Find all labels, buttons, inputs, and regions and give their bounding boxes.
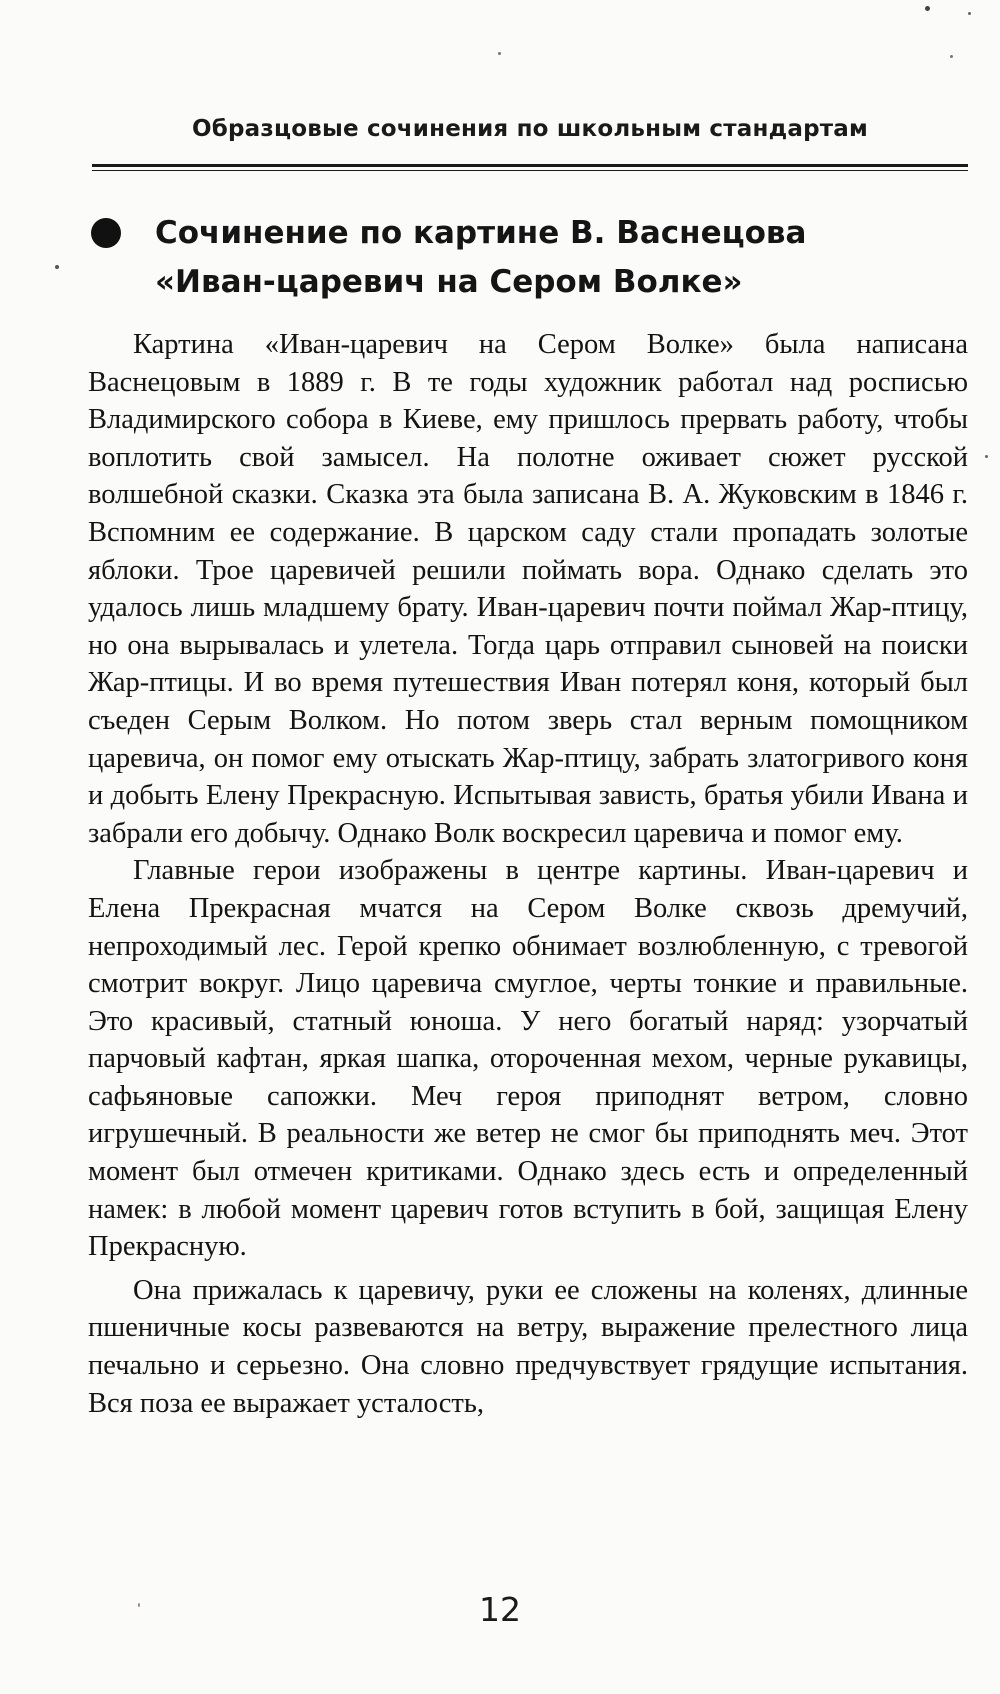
header-rule-thick	[92, 164, 968, 167]
essay-title-line-1: Сочинение по картине В. Васнецова	[155, 215, 807, 251]
scan-speck	[498, 52, 501, 55]
scan-speck	[55, 265, 59, 269]
essay-body	[88, 326, 968, 1422]
paragraph-3: Она прижалась к царевичу, руки ее сложены на коленях, длинные пшеничные косы развеваются на ветру, выражение прелестного лица печально и серьезно. Она словно предчувствует грядущие испытания. Вся поза ее выражает усталость,	[88, 1274, 968, 1419]
header-rule-thin	[92, 170, 968, 171]
section-bullet-icon	[91, 218, 121, 248]
page-number: 12	[479, 1590, 521, 1629]
paragraph-2: Главные герои изображены в центре картины. Иван-царевич и Елена Прекрасная мчатся на Сером Волке сквозь дремучий, непроходимый лес. Герой крепко обнимает возлюбленную, с тревогой смотрит вокруг. Лицо царевича смуглое, черты тонкие и правильные. Это красивый, статный юноша. У него богатый наряд: узорчатый парчовый кафтан, яркая шапка, отороченная мехом, черные рукавицы, сафьяновые сапожки. Меч героя приподнят ветром, словно игрушечный. В реальности же ветер не смог бы приподнять меч. Этот момент был отмечен критиками. Однако здесь есть и определенный намек: в любой момент царевич готов вступить в бой, защищая Елену Прекрасную.	[88, 855, 968, 1263]
scan-speck	[985, 455, 988, 458]
scan-speck	[138, 1603, 140, 1607]
running-header: Образцовые сочинения по школьным стандартам	[192, 116, 868, 142]
scan-speck	[925, 6, 930, 11]
scan-speck	[950, 55, 953, 58]
essay-title	[155, 209, 955, 307]
paragraph-1: Картина «Иван-царевич на Сером Волке» была написана Васнецовым в 1889 г. В те годы художник работал над росписью Владимирского собора в Киеве, ему пришлось прервать работу, чтобы воплотить свой замысел. На полотне оживает сюжет русской волшебной сказки. Сказка эта была записана В. А. Жуковским в 1846 г. Вспомним ее содержание. В царском саду стали пропадать золотые яблоки. Трое царевичей решили поймать вора. Однако сделать это удалось лишь младшему брату. Иван-царевич почти поймал Жар-птицу, но она вырывалась и улетела. Тогда царь отправил сыновей на поиски Жар-птицы. И во время путешествия Иван потерял коня, который был съеден Серым Волком. Но потом зверь стал верным помощником царевича, он помог ему отыскать Жар-птицу, забрать златогривого коня и добыть Елену Прекрасную. Испытывая зависть, братья убили Ивана и забрали его добычу. Однако Волк воскресил царевича и помог ему.	[88, 329, 968, 849]
essay-title-line-2: «Иван-царевич на Сером Волке»	[155, 264, 743, 300]
scan-speck	[968, 12, 971, 15]
